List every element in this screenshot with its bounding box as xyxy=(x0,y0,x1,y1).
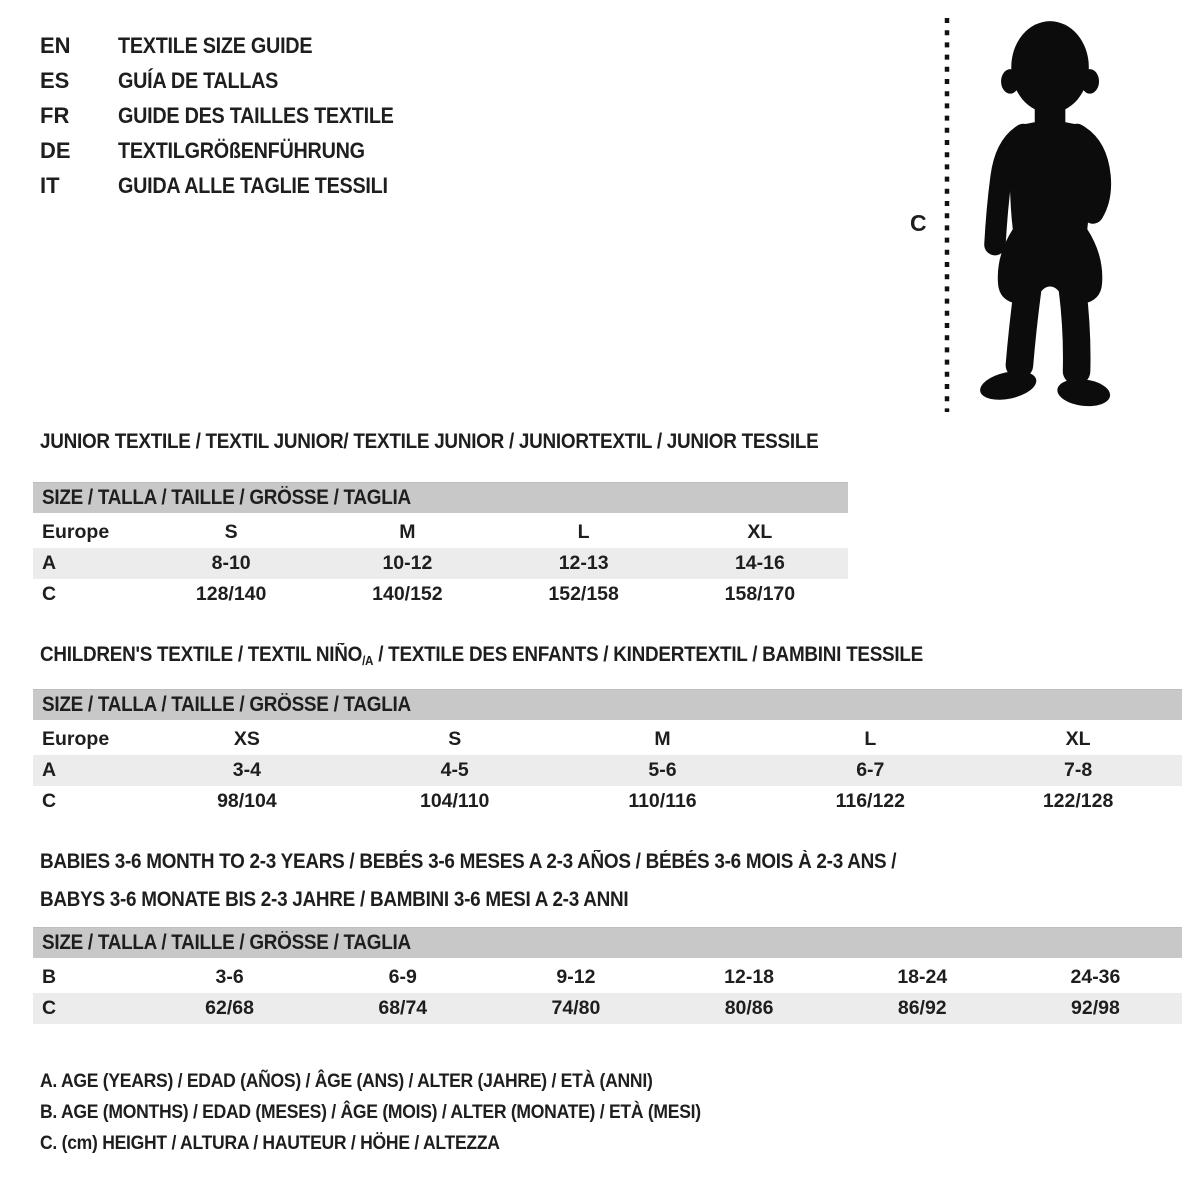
table-cell: 140/152 xyxy=(372,583,443,605)
language-code: IT xyxy=(40,172,60,198)
table-cell: L xyxy=(577,521,590,543)
table-cell: S xyxy=(224,521,238,543)
toddler-silhouette-icon xyxy=(958,12,1138,412)
language-header xyxy=(40,28,424,203)
babies-size-table xyxy=(33,927,1182,1024)
table-cell: 5-6 xyxy=(648,759,677,781)
table-cell: 12-13 xyxy=(558,552,609,574)
section-title-text: JUNIOR TEXTILE / TEXTIL JUNIOR/ TEXTILE JUNIOR / JUNIORTEXTIL / JUNIOR TESSILE xyxy=(40,430,819,453)
table-row xyxy=(33,579,848,610)
table-cell: 12-18 xyxy=(724,966,775,988)
table-cell: 3-6 xyxy=(215,966,244,988)
table-cell: 3-4 xyxy=(232,759,261,781)
legend-text: B. AGE (MONTHS) / EDAD (MESES) / ÂGE (MOIS) / ALTER (MONATE) / ETÀ (MESI) xyxy=(40,1101,701,1123)
row-label: Europe xyxy=(42,728,110,750)
table-row xyxy=(33,517,848,548)
legend-text: A. AGE (YEARS) / EDAD (AÑOS) / ÂGE (ANS) / ALTER (JAHRE) / ETÀ (ANNI) xyxy=(40,1070,653,1092)
table-row xyxy=(33,962,1182,993)
table-cell: 110/116 xyxy=(628,790,697,812)
language-code: FR xyxy=(40,102,70,128)
section-title-text xyxy=(40,643,923,673)
language-row xyxy=(40,63,424,98)
language-row xyxy=(40,28,424,63)
legend-line-b xyxy=(40,1097,774,1128)
title-suffix: / TEXTILE DES ENFANTS / KINDERTEXTIL / BAMBINI TESSILE xyxy=(373,643,923,666)
height-measure-label: C xyxy=(910,210,927,236)
table-header-bar xyxy=(33,927,1182,958)
table-cell: L xyxy=(864,728,877,750)
table-header-text: SIZE / TALLA / TAILLE / GRÖSSE / TAGLIA xyxy=(42,486,411,509)
junior-size-table xyxy=(33,482,848,610)
table-cell: 152/158 xyxy=(548,583,619,605)
table-cell: 104/110 xyxy=(419,790,490,812)
table-cell: XL xyxy=(1065,728,1091,750)
table-cell: 128/140 xyxy=(195,583,267,605)
language-row xyxy=(40,168,424,203)
table-row xyxy=(33,548,848,579)
row-label: A xyxy=(42,552,57,574)
language-code: EN xyxy=(40,32,71,58)
title-prefix: CHILDREN'S TEXTILE / TEXTIL NIÑO xyxy=(40,643,363,666)
legend-line-a xyxy=(40,1066,774,1097)
table-cell: 98/104 xyxy=(217,790,277,812)
height-measure-line xyxy=(944,14,950,414)
section-title-line1: BABIES 3-6 MONTH TO 2-3 YEARS / BEBÉS 3-6 MESES A 2-3 AÑOS / BÉBÉS 3-6 MOIS À 2-3 ANS / xyxy=(40,850,897,873)
language-title: TEXTILE SIZE GUIDE xyxy=(118,32,313,58)
table-cell: 158/170 xyxy=(724,583,796,605)
table-header-bar xyxy=(33,689,1182,720)
table-header-bar xyxy=(33,482,848,513)
table-cell: 18-24 xyxy=(897,966,948,988)
table-cell: 74/80 xyxy=(551,997,601,1019)
section-title-babies xyxy=(40,843,991,919)
language-title: TEXTILGRÖßENFÜHRUNG xyxy=(118,137,365,163)
table-cell: 24-36 xyxy=(1070,966,1121,988)
language-row xyxy=(40,98,424,133)
row-label: B xyxy=(42,966,57,988)
table-cell: 7-8 xyxy=(1063,759,1093,781)
legend xyxy=(40,1066,774,1159)
table-header-text: SIZE / TALLA / TAILLE / GRÖSSE / TAGLIA xyxy=(42,693,411,716)
row-label: A xyxy=(42,759,57,781)
table-row xyxy=(33,993,1182,1024)
section-title-junior xyxy=(40,430,905,454)
table-header-text: SIZE / TALLA / TAILLE / GRÖSSE / TAGLIA xyxy=(42,931,411,954)
table-cell: XS xyxy=(233,728,260,750)
table-cell: 4-5 xyxy=(440,759,469,781)
legend-line-c xyxy=(40,1128,774,1159)
language-row xyxy=(40,133,424,168)
table-cell: 8-10 xyxy=(211,552,251,574)
table-cell: 10-12 xyxy=(382,552,433,574)
row-label: C xyxy=(42,790,57,812)
table-cell: M xyxy=(399,521,416,543)
section-title-line2: BABYS 3-6 MONATE BIS 2-3 JAHRE / BAMBINI 3-6 MESI A 2-3 ANNI xyxy=(40,888,629,911)
language-code: ES xyxy=(40,67,70,93)
row-label: Europe xyxy=(42,521,110,543)
row-label: C xyxy=(42,997,57,1019)
table-row xyxy=(33,755,1182,786)
table-cell: 86/92 xyxy=(897,997,947,1019)
language-title: GUÍA DE TALLAS xyxy=(118,67,279,93)
section-title-children xyxy=(40,643,1021,673)
table-cell: 68/74 xyxy=(378,997,428,1019)
table-cell: 80/86 xyxy=(724,997,774,1019)
table-cell: 9-12 xyxy=(556,966,596,988)
language-code: DE xyxy=(40,137,71,163)
table-cell: M xyxy=(654,728,671,750)
language-title: GUIDE DES TAILLES TEXTILE xyxy=(118,102,394,128)
row-label: C xyxy=(42,583,57,605)
table-cell: 14-16 xyxy=(734,552,785,574)
table-cell: 122/128 xyxy=(1042,790,1114,812)
title-subscript: /A xyxy=(362,653,374,668)
table-cell: 62/68 xyxy=(205,997,254,1019)
table-cell: 6-9 xyxy=(388,966,417,988)
language-title: GUIDA ALLE TAGLIE TESSILI xyxy=(118,172,388,198)
legend-text: C. (cm) HEIGHT / ALTURA / HAUTEUR / HÖHE / ALTEZZA xyxy=(40,1132,500,1154)
children-size-table xyxy=(33,689,1182,817)
table-cell: 6-7 xyxy=(856,759,885,781)
table-cell: 116/122 xyxy=(835,790,905,812)
table-row xyxy=(33,724,1182,755)
table-cell: XL xyxy=(747,521,773,543)
table-cell: S xyxy=(448,728,462,750)
table-cell: 92/98 xyxy=(1071,997,1120,1019)
table-row xyxy=(33,786,1182,817)
